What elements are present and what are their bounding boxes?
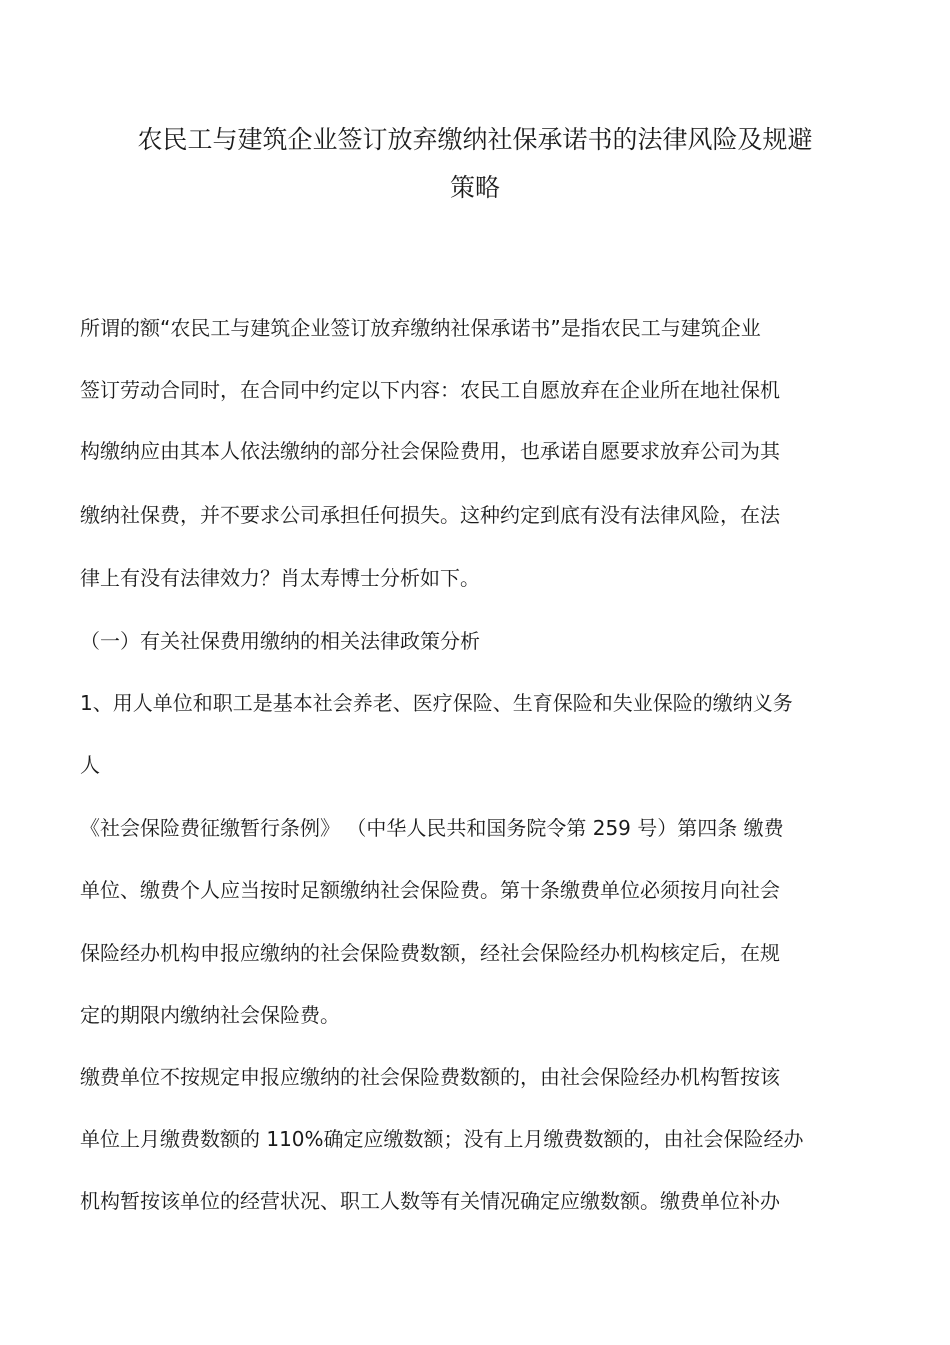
body-line-4: 缴纳社保费，并不要求公司承担任何损失。这种约定到底有没有法律风险，在法 [80, 503, 780, 527]
document-title-line-2: 策略 [449, 173, 500, 202]
document-title-line-1: 农民工与建筑企业签订放弃缴纳社保承诺书的法律风险及规避 [137, 125, 813, 154]
body-line-11: 保险经办机构申报应缴纳的社会保险费数额，经社会保险经办机构核定后，在规 [80, 941, 780, 965]
body-line-13: 缴费单位不按规定申报应缴纳的社会保险费数额的，由社会保险经办机构暂按该 [80, 1065, 780, 1089]
body-line-2: 签订劳动合同时，在合同中约定以下内容：农民工自愿放弃在企业所在地社保机 [80, 378, 780, 402]
body-line-5: 律上有没有法律效力？肖太寿博士分析如下。 [80, 566, 480, 590]
section-heading-1: （一）有关社保费用缴纳的相关法律政策分析 [80, 629, 480, 653]
body-line-9: 《社会保险费征缴暂行条例》 （中华人民共和国务院令第 259 号）第四条 缴费 [80, 816, 784, 840]
body-line-3: 构缴纳应由其本人依法缴纳的部分社会保险费用，也承诺自愿要求放弃公司为其 [80, 439, 780, 463]
body-line-15: 机构暂按该单位的经营状况、职工人数等有关情况确定应缴数额。缴费单位补办 [80, 1189, 780, 1213]
body-line-7: 1、用人单位和职工是基本社会养老、医疗保险、生育保险和失业保险的缴纳义务 [80, 691, 793, 715]
body-line-12: 定的期限内缴纳社会保险费。 [80, 1003, 340, 1027]
body-line-10: 单位、缴费个人应当按时足额缴纳社会保险费。第十条缴费单位必须按月向社会 [80, 878, 780, 902]
body-line-8: 人 [80, 753, 100, 777]
body-line-1: 所谓的额“农民工与建筑企业签订放弃缴纳社保承诺书”是指农民工与建筑企业 [80, 316, 761, 340]
body-line-14: 单位上月缴费数额的 110%确定应缴数额；没有上月缴费数额的，由社会保险经办 [80, 1127, 804, 1151]
